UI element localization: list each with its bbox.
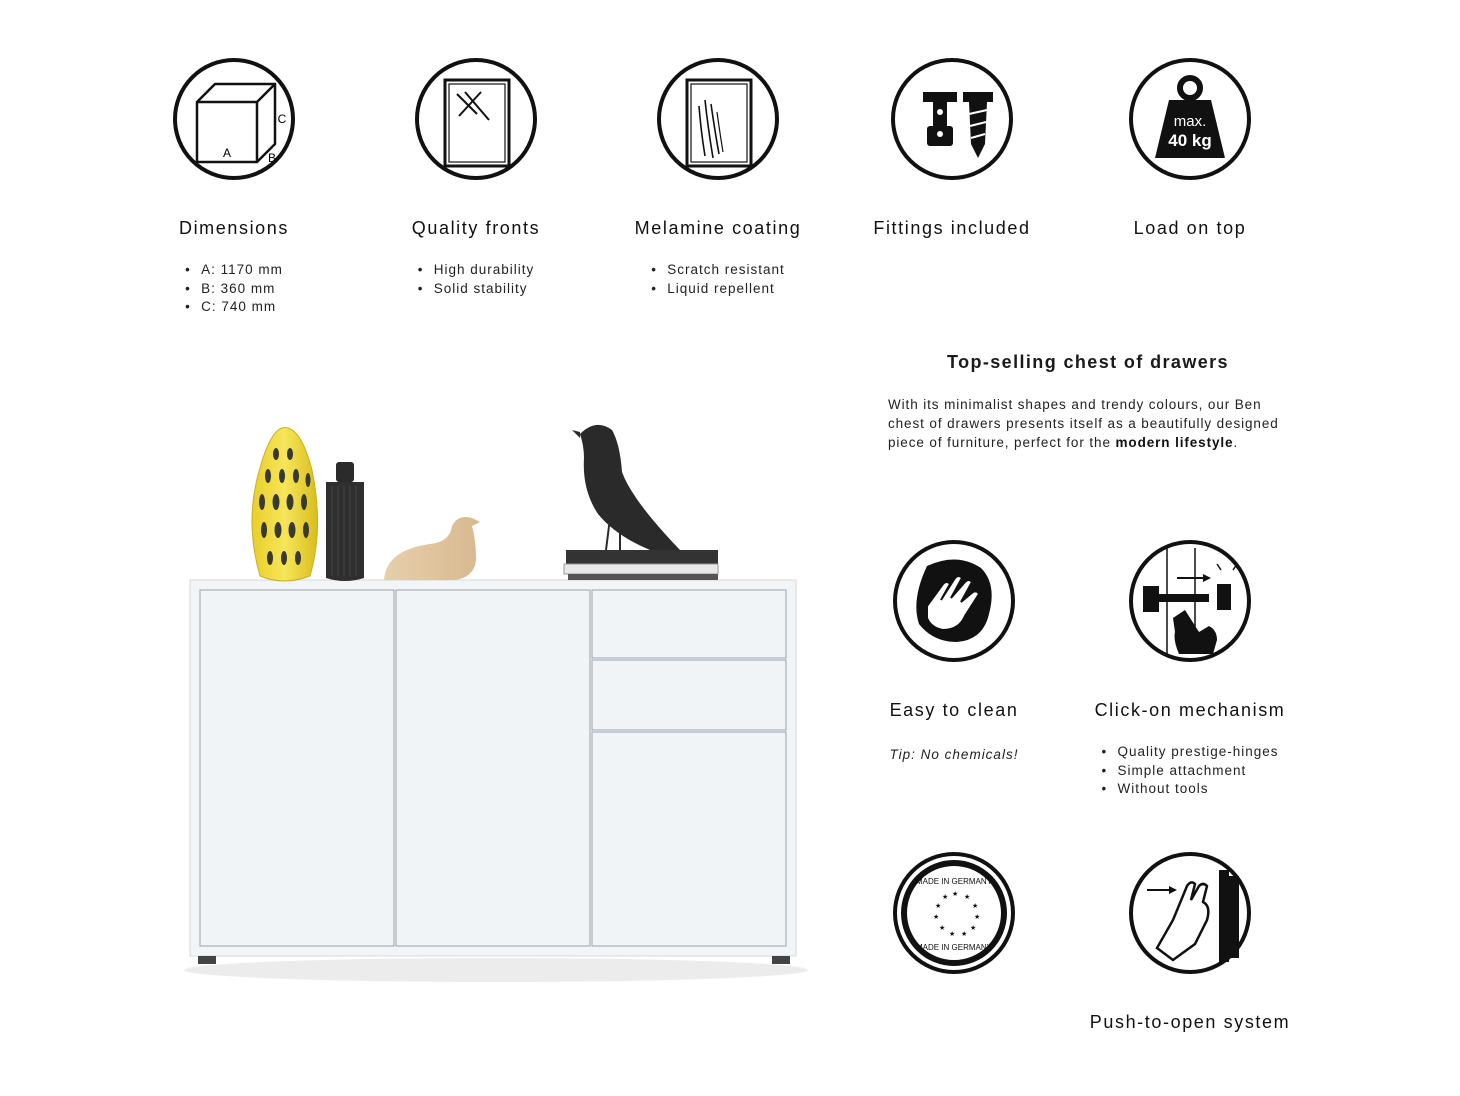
drawer-top [592, 590, 786, 658]
feature-title: Melamine coating [634, 218, 802, 238]
push-to-open-hand-icon [1129, 852, 1251, 974]
promo-text-end: . [1233, 435, 1239, 450]
svg-text:★: ★ [964, 894, 971, 901]
cabinet-door-left [200, 590, 394, 946]
feature-easy-to-clean [834, 540, 1074, 762]
feature-title: Dimensions [178, 218, 290, 238]
svg-text:★: ★ [961, 931, 968, 938]
feature-title: Load on top [1133, 218, 1247, 238]
cabinet-foot [198, 956, 216, 964]
promo-highlight: modern lifestyle [1115, 435, 1234, 450]
book-top [566, 550, 718, 564]
book-middle [564, 564, 718, 574]
svg-text:★: ★ [939, 925, 946, 932]
feature-list [651, 261, 785, 298]
front-panel-icon [415, 58, 537, 180]
click-on-hinge-icon [1129, 540, 1251, 662]
feature-made-in-germany [834, 852, 1074, 974]
book-bottom [568, 574, 718, 580]
list-item: • Without tools [1101, 780, 1278, 799]
feature-tip: Tip: No chemicals! [889, 747, 1019, 762]
dark-bottle-neck [336, 462, 354, 482]
svg-text:MADE IN GERMANY: MADE IN GERMANY [915, 877, 993, 886]
svg-text:★: ★ [933, 914, 940, 921]
feature-fittings-included [832, 58, 1072, 239]
svg-text:★: ★ [942, 894, 949, 901]
feature-push-to-open [1070, 852, 1310, 1033]
promo-block [888, 352, 1308, 452]
list-item: • Quality prestige-hinges [1101, 743, 1278, 762]
cube-label-b: B [267, 151, 277, 165]
feature-title: Click-on mechanism [1094, 700, 1286, 720]
list-item: • Scratch resistant [651, 261, 785, 280]
list-item: • Solid stability [418, 280, 535, 299]
feature-load-on-top [1070, 58, 1310, 239]
svg-text:★: ★ [972, 903, 979, 910]
cabinet-foot [772, 956, 790, 964]
black-bird [580, 425, 680, 550]
svg-text:★: ★ [935, 903, 942, 910]
list-item: • B: 360 mm [185, 280, 283, 299]
cube-label-a: A [222, 146, 232, 160]
feature-quality-fronts [356, 58, 596, 298]
made-in-germany-seal-icon [893, 852, 1015, 974]
list-item: • Simple attachment [1101, 762, 1278, 781]
feature-dimensions [114, 58, 354, 317]
feature-list [418, 261, 535, 298]
feature-list [185, 261, 283, 317]
weight-text-kg: 40 kg [1168, 131, 1212, 150]
list-item: • A: 1170 mm [185, 261, 283, 280]
wooden-bird [384, 517, 480, 580]
cube-dimensions-icon [173, 58, 295, 180]
feature-title: Fittings included [873, 218, 1031, 238]
weight-icon [1129, 58, 1251, 180]
cube-label-c: C [277, 112, 287, 126]
list-item: • C: 740 mm [185, 298, 283, 317]
feature-click-on-mechanism [1070, 540, 1310, 799]
svg-text:MADE IN GERMANY: MADE IN GERMANY [915, 943, 993, 952]
feature-title: Quality fronts [411, 218, 541, 238]
wiping-hand-icon [893, 540, 1015, 662]
sideboard-illustration [180, 410, 820, 990]
list-item: • High durability [418, 261, 535, 280]
svg-text:★: ★ [970, 925, 977, 932]
drawer-middle [592, 660, 786, 730]
promo-text [888, 395, 1298, 452]
promo-text-body: With its minimalist shapes and trendy colours, our Ben chest of drawers presents itself as a beautifully designed piece of furniture, perfect for the [888, 397, 1279, 450]
scratch-panel-icon [657, 58, 779, 180]
hinge-screw-icon [891, 58, 1013, 180]
feature-title: Easy to clean [889, 700, 1019, 720]
feature-list [1101, 743, 1278, 799]
weight-text-max: max. [1173, 113, 1207, 130]
cabinet-door-right [592, 732, 786, 946]
svg-text:★: ★ [952, 891, 959, 898]
feature-melamine-coating [598, 58, 838, 298]
feature-title: Push-to-open system [1089, 1012, 1291, 1032]
promo-title: Top-selling chest of drawers [947, 352, 1229, 372]
floor-shadow [184, 958, 808, 982]
cabinet-door-middle [396, 590, 590, 946]
svg-text:★: ★ [974, 914, 981, 921]
list-item: • Liquid repellent [651, 280, 785, 299]
svg-text:★: ★ [949, 931, 956, 938]
